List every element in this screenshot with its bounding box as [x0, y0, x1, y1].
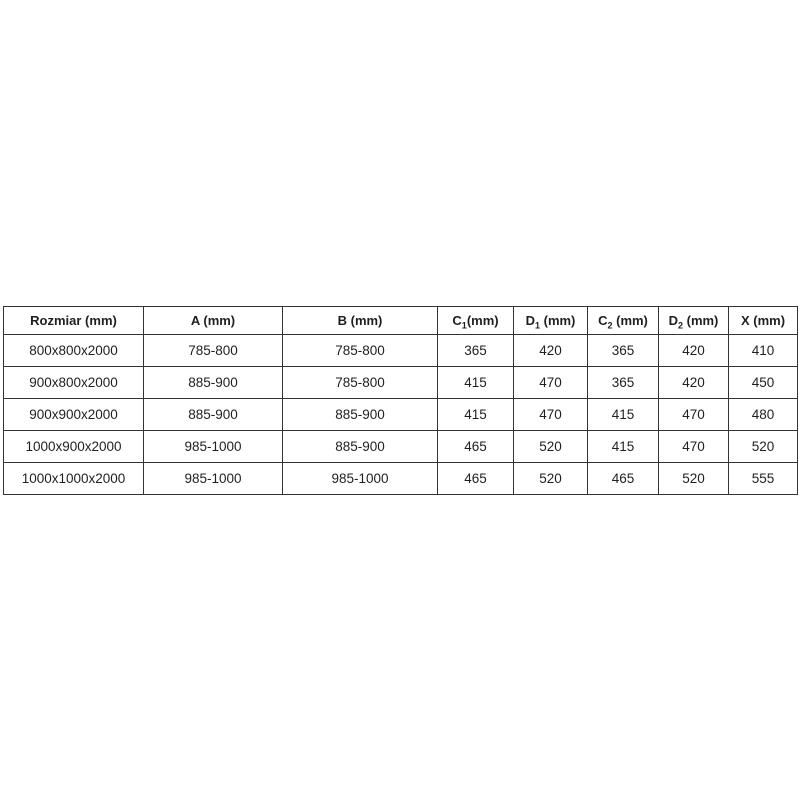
cell-c1: 415	[438, 367, 514, 399]
cell-x: 450	[729, 367, 798, 399]
cell-b: 885-900	[283, 399, 438, 431]
column-header-d1: $D_1$ (mm)	[514, 307, 588, 335]
column-header-d2: $D_2$ (mm)	[659, 307, 729, 335]
cell-d1: 520	[514, 431, 588, 463]
cell-rozmiar: 1000x1000x2000	[4, 463, 144, 495]
cell-c1: 465	[438, 431, 514, 463]
table-row	[4, 463, 798, 495]
cell-d2: 420	[659, 335, 729, 367]
header-row	[4, 307, 798, 335]
cell-d1: 520	[514, 463, 588, 495]
column-header-c1: $C_1(mm)$	[438, 307, 514, 335]
cell-rozmiar: 1000x900x2000	[4, 431, 144, 463]
cell-x: 410	[729, 335, 798, 367]
column-header-c2: $C_2$ (mm)	[588, 307, 659, 335]
size-spec-table	[3, 306, 798, 495]
table-row	[4, 431, 798, 463]
cell-a: 885-900	[144, 367, 283, 399]
cell-c1: 415	[438, 399, 514, 431]
table-row	[4, 367, 798, 399]
cell-a: 985-1000	[144, 463, 283, 495]
column-header-x: X (mm)	[729, 307, 798, 335]
cell-a: 985-1000	[144, 431, 283, 463]
cell-c1: 365	[438, 335, 514, 367]
cell-d2: 470	[659, 399, 729, 431]
cell-d2: 420	[659, 367, 729, 399]
cell-x: 555	[729, 463, 798, 495]
cell-a: 885-900	[144, 399, 283, 431]
cell-b: 785-800	[283, 367, 438, 399]
cell-rozmiar: 800x800x2000	[4, 335, 144, 367]
cell-b: 985-1000	[283, 463, 438, 495]
cell-c2: 365	[588, 335, 659, 367]
cell-x: 520	[729, 431, 798, 463]
table-row	[4, 399, 798, 431]
cell-d2: 520	[659, 463, 729, 495]
cell-b: 885-900	[283, 431, 438, 463]
cell-d1: 420	[514, 335, 588, 367]
cell-c2: 415	[588, 431, 659, 463]
cell-a: 785-800	[144, 335, 283, 367]
column-header-b: B (mm)	[283, 307, 438, 335]
cell-d1: 470	[514, 399, 588, 431]
cell-c2: 465	[588, 463, 659, 495]
cell-d2: 470	[659, 431, 729, 463]
column-header-a: A (mm)	[144, 307, 283, 335]
cell-d1: 470	[514, 367, 588, 399]
cell-c2: 365	[588, 367, 659, 399]
cell-b: 785-800	[283, 335, 438, 367]
table-row	[4, 335, 798, 367]
cell-rozmiar: 900x800x2000	[4, 367, 144, 399]
column-header-rozmiar: Rozmiar (mm)	[4, 307, 144, 335]
cell-c1: 465	[438, 463, 514, 495]
cell-x: 480	[729, 399, 798, 431]
cell-c2: 415	[588, 399, 659, 431]
cell-rozmiar: 900x900x2000	[4, 399, 144, 431]
